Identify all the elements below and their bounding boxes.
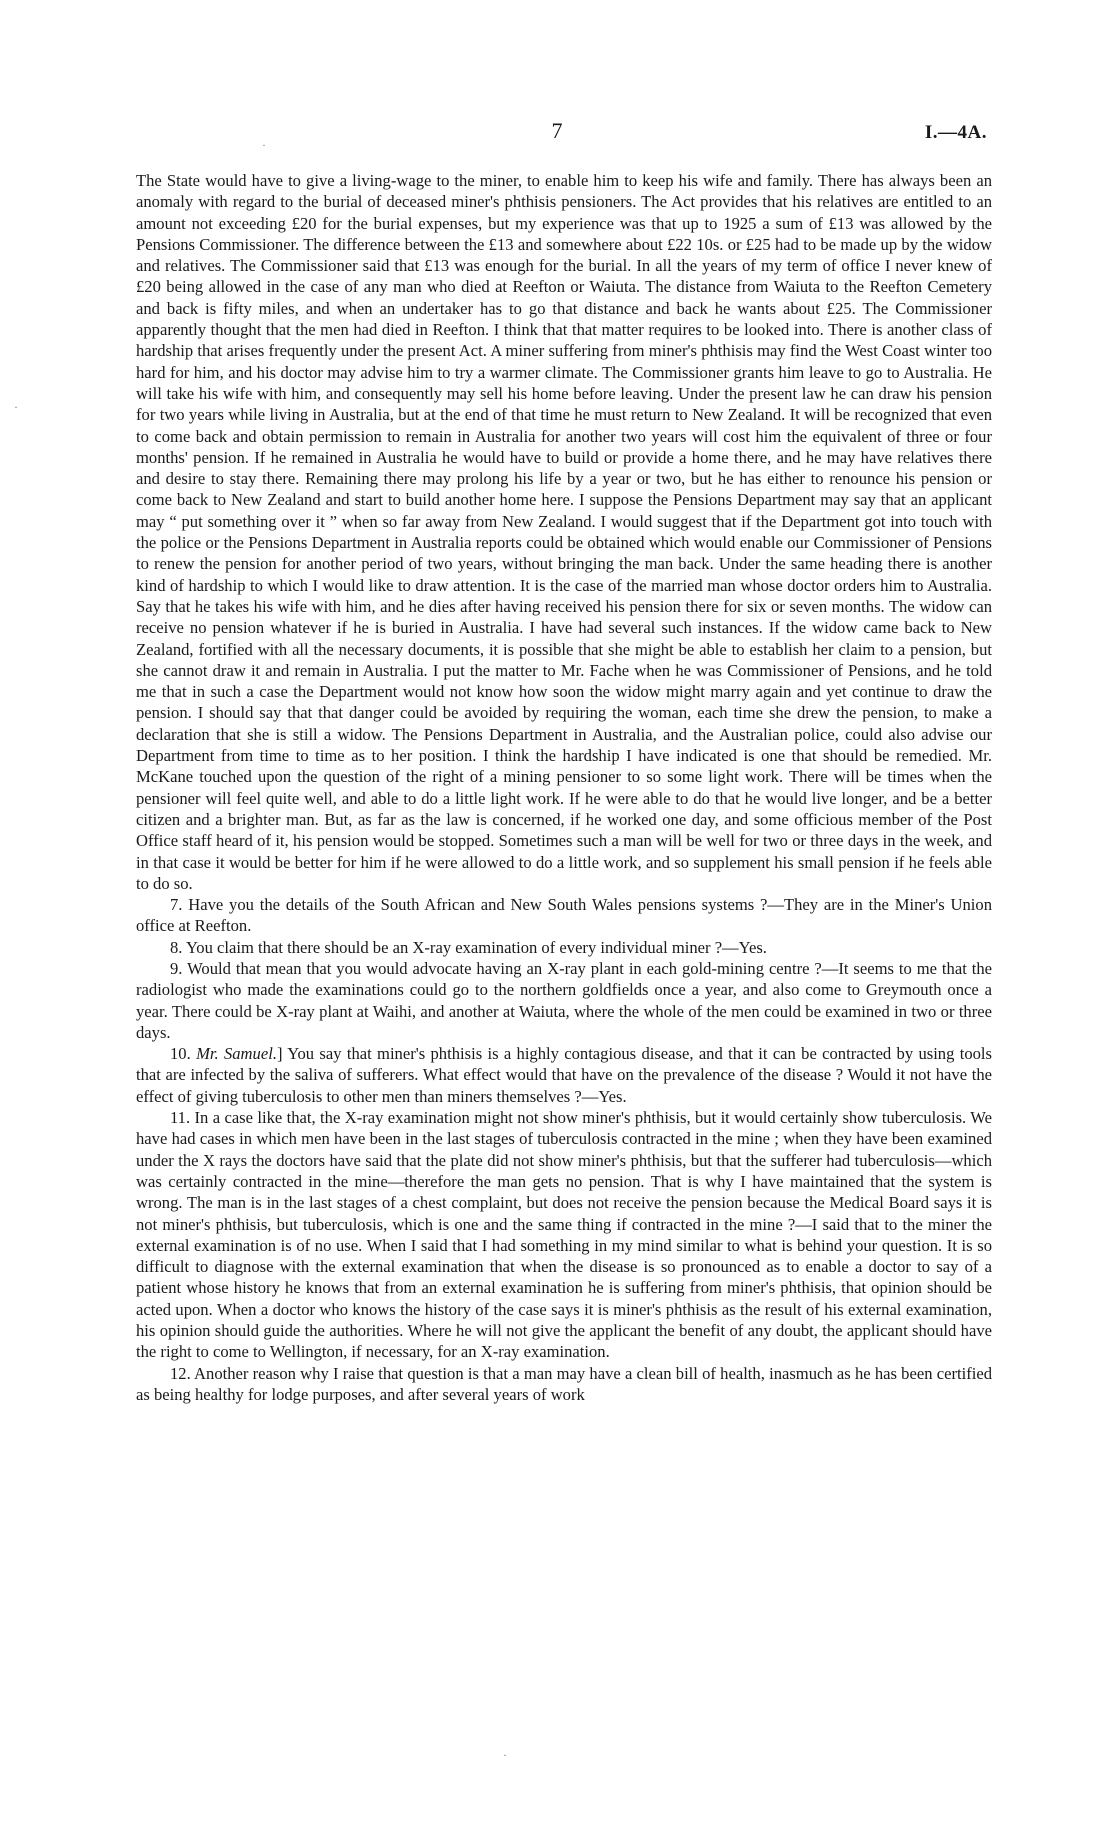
page-number: 7 (551, 118, 563, 143)
scan-speck: · (503, 1748, 507, 1762)
paragraph-question-12: 12. Another reason why I raise that question is that a man may have a clean bill of health, inasmuch as he has been certified as being healthy for lodge purposes, and after several years of work (136, 1363, 992, 1404)
question-text: ] You say that miner's phthisis is a highly contagious disease, and that it can be contracted by using tools that are infected by the saliva of sufferers. What effect would that have on the prevalence of the disease ? Would it not have the effect of giving tuberculosis to other men than miners themselves ?—Yes. (136, 1044, 992, 1106)
scan-speck: · (262, 138, 266, 152)
document-reference: I.—4A. (924, 122, 987, 143)
paragraph-question-7: 7. Have you the details of the South African and New South Wales pensions systems ?—They are in the Miner's Union office at Reefton. (136, 895, 992, 936)
paragraph-question-10 (136, 1043, 992, 1107)
document-body (136, 170, 992, 1405)
speaker-name: Mr. Samuel. (196, 1044, 277, 1064)
paragraph-question-9: 9. Would that mean that you would advocate having an X-ray plant in each gold-mining centre ?—It seems to me that the radiologist who made the examinations could go to the northern goldfields once a year, and also come to Greymouth once a year. There could be X-ray plant at Waihi, and another at Waiuta, where the whole of the men could be examined in two or three days. (136, 958, 992, 1042)
paragraph-question-8: 8. You claim that there should be an X-ray examination of every individual miner ?—Yes. (170, 937, 767, 957)
scan-speck: · (14, 400, 18, 414)
question-number: 10. (170, 1044, 197, 1064)
paragraph-question-11: 11. In a case like that, the X-ray examination might not show miner's phthisis, but it would certainly show tuberculosis. We have had cases in which men have been in the last stages of tuberculosis contracted in the mine ; when they have been examined under the X rays the doctors have said that the plate did not show miner's phthisis, but that the sufferer had tuberculosis—which was certainly contracted in the mine—therefore the man gets no pension. That is why I have maintained that the system is wrong. The man is in the last stages of a chest complaint, but does not receive the pension because the Medical Board says it is not miner's phthisis, but tuberculosis, which is one and the same thing if contracted in the mine ?—I said that to the miner the external examination is of no use. When I said that I had something in my mind similar to what is behind your question. It is so difficult to diagnose with the external examination that when the disease is so pronounced as to enable a doctor to say of a patient whose history he knows that from an external examination he is suffering from miner's phthisis, that opinion should be acted upon. When a doctor who knows the history of the case says it is miner's phthisis as the result of his external examination, his opinion should guide the authorities. Where he will not give the applicant the benefit of any doubt, the applicant should have the right to come to Wellington, if necessary, for an X-ray examination. (136, 1108, 992, 1362)
paragraph-continuation: The State would have to give a living-wage to the miner, to enable him to keep his wife and family. There has always been an anomaly with regard to the burial of deceased miner's phthisis pensioners. The Act provides that his relatives are entitled to an amount not exceeding £20 for the burial expenses, but my experience was that up to 1925 a sum of £13 was allowed by the Pensions Commissioner. The difference between the £13 and somewhere about £22 10s. or £25 had to be made up by the widow and relatives. The Commissioner said that £13 was enough for the burial. In all the years of my term of office I never knew of £20 being allowed in the case of any man who died at Reefton or Waiuta. The distance from Waiuta to the Reefton Cemetery and back is fifty miles, and when an undertaker has to go that distance and back he wants about £25. The Commissioner apparently thought that the men had died in Reefton. I think that that matter requires to be looked into. There is another class of hardship that arises frequently under the present Act. A miner suffering from miner's phthisis may find the West Coast winter too hard for him, and his doctor may advise him to try a warmer climate. The Commissioner grants him leave to go to Australia. He will take his wife with him, and consequently may sell his home before leaving. Under the present law he can draw his pension for two years while living in Australia, but at the end of that time he must return to New Zealand. It will be recognized that even to come back and obtain permission to remain in Australia for another two years will cost him the equivalent of three or four months' pension. If he remained in Australia he would have to build or provide a home there, and he may have relatives there and desire to stay there. Remaining there may prolong his life by a year or two, but he has either to renounce his pension or come back to New Zealand and start to build another home here. I suppose the Pensions Department may say that an applicant may “ put something over it ” when so far away from New Zealand. I would suggest that if the Department got into touch with the police or the Pensions Department in Australia reports could be obtained which would enable our Commissioner of Pensions to renew the pension for another period of two years, without bringing the man back. Under the same heading there is another kind of hardship to which I would like to draw attention. It is the case of the married man whose doctor orders him to Australia. Say that he takes his wife with him, and he dies after having received his pension there for six or seven months. The widow can receive no pension whatever if he is buried in Australia. I have had several such instances. If the widow came back to New Zealand, fortified with all the necessary documents, it is possible that she might be able to establish her claim to a pension, but she cannot draw it and remain in Australia. I put the matter to Mr. Fache when he was Commissioner of Pensions, and he told me that in such a case the Department would not know how soon the widow might marry again and yet continue to draw the pension. I should say that that danger could be avoided by requiring the woman, each time she drew the pension, to make a declaration that she is still a widow. The Pensions Department in Australia, and the Australian police, could also advise our Department from time to time as to her position. I think the hardship I have indicated is one that should be remedied. Mr. McKane touched upon the question of the right of a mining pensioner to so some light work. There will be times when the pensioner will feel quite well, and able to do a little light work. If he were able to do that he would live longer, and be a better citizen and a brighter man. But, as far as the law is concerned, if he worked one day, and some officious member of the Post Office staff heard of it, his pension would be stopped. Sometimes such a man will be well for two or three days in the week, and in that case it would be better for him if he were allowed to do a little work, and so supplement his small pension if he feels able to do so. (136, 171, 992, 893)
